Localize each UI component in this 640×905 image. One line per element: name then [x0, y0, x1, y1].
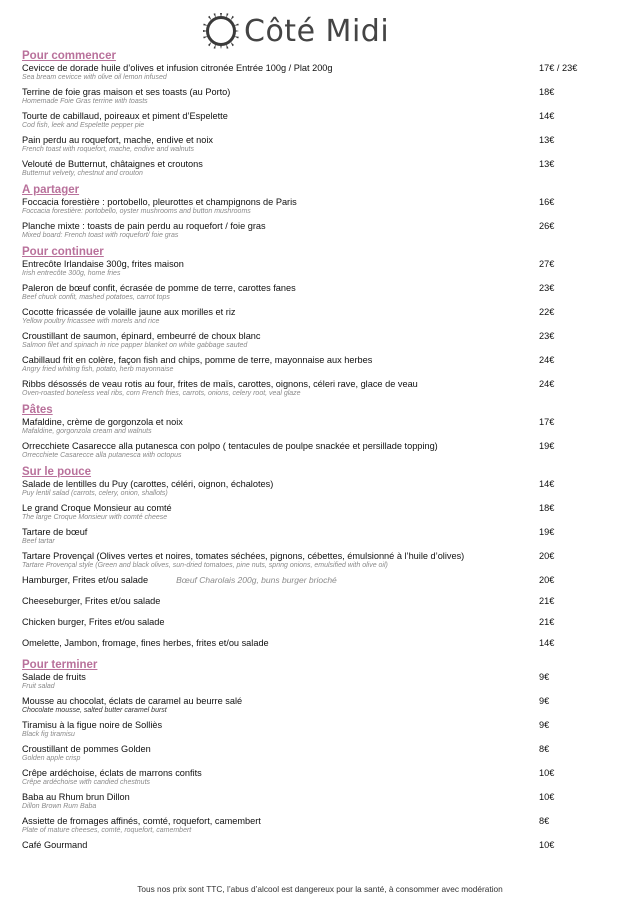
dish-translation: Beef tartar [22, 538, 55, 545]
dish-name: Crêpe ardéchoise, éclats de marrons confits [22, 768, 202, 778]
section-title: Pour continuer [22, 246, 104, 258]
dish-price: 20€ [539, 575, 555, 585]
dish-translation: Dillon Brown Rum Baba [22, 803, 97, 810]
section-title: Sur le pouce [22, 466, 92, 478]
menu-item [22, 816, 602, 835]
menu-item [22, 503, 602, 522]
dish-translation: The large Croque Monsieur with comté cheese [22, 514, 168, 521]
section-title: Pour terminer [22, 659, 98, 671]
dish-name: Cheeseburger, Frites et/ou salade [22, 596, 161, 606]
dish-name: Planche mixte : toasts de pain perdu au roquefort / foie gras [22, 221, 266, 231]
dish-translation: Sea bream cevicce with olive oil lemon infused [22, 74, 167, 81]
dish-name: Tiramisu à la figue noire de Solliès [22, 720, 163, 730]
dish-name: Croustillant de saumon, épinard, embeurré de choux blanc [22, 331, 261, 341]
menu-item [22, 672, 602, 691]
dish-name: Mousse au chocolat, éclats de caramel au beurre salé [22, 696, 243, 706]
dish-translation: Plate of mature cheeses, comté, roquefort, camembert [22, 827, 192, 834]
dish-name: Croustillant de pommes Golden [22, 744, 151, 754]
dish-name: Baba au Rhum brun Dillon [22, 792, 130, 802]
section-title: Pour commencer [22, 50, 116, 62]
dish-translation: Puy lentil salad (carrots, celery, onion, shallots) [22, 490, 168, 497]
menu-section [22, 659, 602, 851]
dish-name: Tartare Provençal (Olives vertes et noires, tomates séchées, pignons, cébettes, émulsionné à l’huile d’olives) [22, 551, 465, 561]
dish-translation: Beef chuck confit, mashed potatoes, carrot tops [22, 294, 170, 301]
dish-price: 16€ [539, 197, 555, 207]
dish-name: Café Gourmand [22, 840, 88, 850]
dish-translation: Salmon filet and spinach in rice papper blanket on white gabbage sauted [22, 342, 248, 349]
menu-item [22, 63, 602, 82]
dish-name: Chicken burger, Frites et/ou salade [22, 617, 165, 627]
menu-item [22, 792, 602, 811]
menu-item [22, 331, 602, 350]
dish-translation: Tartare Provençal style (Green and black olives, sun-dried tomatoes, pine nuts, spring onions, emulsified with olive oil) [22, 562, 388, 569]
dish-name: Cocotte fricassée de volaille jaune aux morilles et riz [22, 307, 236, 317]
dish-name: Foccacia forestière : portobello, pleurottes et champignons de Paris [22, 197, 297, 207]
menu-item [22, 840, 602, 851]
dish-price: 8€ [539, 744, 550, 754]
dish-price: 10€ [539, 792, 555, 802]
menu-section [22, 466, 602, 649]
dish-price: 18€ [539, 87, 555, 97]
dish-name: Cabillaud frit en colère, façon fish and chips, pomme de terre, mayonnaise aux herbes [22, 355, 373, 365]
dish-translation: Golden apple crisp [22, 755, 81, 762]
dish-name: Orrecchiete Casarecce alla putanesca con polpo ( tentacules de poulpe snackée et persillade topping) [22, 441, 438, 451]
section-title: A partager [22, 184, 80, 196]
menu-item [22, 159, 602, 178]
menu-item [22, 283, 602, 302]
dish-price: 10€ [539, 840, 555, 850]
menu-item [22, 355, 602, 374]
menu-item [22, 111, 602, 130]
menu-item [22, 617, 602, 628]
menu-item [22, 307, 602, 326]
dish-name: Velouté de Butternut, châtaignes et croutons [22, 159, 203, 169]
menu-item [22, 417, 602, 436]
menu-item [22, 768, 602, 787]
dish-translation: Irish entrecôte 300g, home fries [22, 270, 121, 277]
dish-name: Le grand Croque Monsieur au comté [22, 503, 172, 513]
dish-price: 23€ [539, 331, 555, 341]
dish-price: 24€ [539, 355, 555, 365]
dish-price: 24€ [539, 379, 555, 389]
dish-name: Cevicce de dorade huile d’olives et infusion citronée Entrée 100g / Plat 200g [22, 63, 333, 73]
dish-translation: Angry fried whiting fish, potato, herb mayonnaise [22, 366, 174, 373]
dish-name: Terrine de foie gras maison et ses toasts (au Porto) [22, 87, 231, 97]
dish-name: Hamburger, Frites et/ou salade [22, 575, 149, 585]
menu-item [22, 379, 602, 398]
dish-price: 23€ [539, 283, 555, 293]
dish-price: 9€ [539, 720, 550, 730]
dish-translation: Chocolate mousse, salted butter caramel burst [22, 707, 167, 714]
dish-price: 20€ [539, 551, 555, 561]
dish-price: 27€ [539, 259, 555, 269]
dish-translation: Orrecchiete Casarecce alla putanesca with octopus [22, 452, 182, 459]
dish-price: 9€ [539, 696, 550, 706]
dish-translation: Cod fish, leek and Espelette pepper pie [22, 122, 145, 129]
dish-price: 9€ [539, 672, 550, 682]
dish-price: 17€ [539, 417, 555, 427]
menu-item [22, 638, 602, 649]
dish-translation: Black fig tiramisu [22, 731, 75, 738]
dish-name: Paleron de bœuf confit, écrasée de pomme de terre, carottes fanes [22, 283, 296, 293]
menu-item [22, 744, 602, 763]
menu-item [22, 527, 602, 546]
dish-price: 8€ [539, 816, 550, 826]
dish-price: 26€ [539, 221, 555, 231]
dish-price: 22€ [539, 307, 555, 317]
dish-price: 19€ [539, 527, 555, 537]
dish-name: Tourte de cabillaud, poireaux et piment d’Espelette [22, 111, 228, 121]
menu-section [22, 246, 602, 398]
dish-price: 17€ / 23€ [539, 63, 578, 73]
dish-translation: Foccacia forestière: portobello, oyster mushrooms and button mushrooms [22, 208, 251, 215]
dish-translation: Mixed board: French toast with roquefort/ foie gras [22, 232, 179, 239]
dish-name: Pain perdu au roquefort, mache, endive et noix [22, 135, 214, 145]
menu-item [22, 596, 602, 607]
menu-item [22, 197, 602, 216]
menu-item [22, 135, 602, 154]
dish-price: 19€ [539, 441, 555, 451]
menu-item [22, 551, 602, 570]
menu-item [22, 259, 602, 278]
dish-name: Entrecôte Irlandaise 300g, frites maison [22, 259, 184, 269]
menu-section [22, 184, 602, 240]
dish-translation: Butternut velvety, chestnut and crouton [22, 170, 143, 177]
dish-name: Salade de fruits [22, 672, 86, 682]
dish-price: 21€ [539, 596, 555, 606]
menu-section [22, 50, 602, 178]
dish-name: Mafaldine, crème de gorgonzola et noix [22, 417, 183, 427]
footer-disclaimer: Tous nos prix sont TTC, l’abus d’alcool est dangereux pour la santé, à consommer avec modération [137, 884, 503, 894]
dish-translation: Fruit salad [22, 683, 55, 690]
dish-translation: Oven-roasted boneless veal ribs, corn French fries, carrots, onions, celery root, veal glaze [22, 390, 301, 397]
dish-price: 14€ [539, 638, 555, 648]
dish-price: 14€ [539, 479, 555, 489]
menu-item [22, 696, 602, 715]
dish-price: 21€ [539, 617, 555, 627]
dish-name: Ribbs désossés de veau rotis au four, frites de maïs, carottes, oignons, céleri rave, glace de veau [22, 379, 418, 389]
dish-price: 18€ [539, 503, 555, 513]
menu-item [22, 575, 602, 586]
dish-price: 13€ [539, 135, 555, 145]
menu-section [22, 404, 602, 460]
menu-item [22, 479, 602, 498]
dish-translation: French toast with roquefort, mache, endive and walnuts [22, 146, 194, 153]
dish-price: 10€ [539, 768, 555, 778]
dish-price: 13€ [539, 159, 555, 169]
menu-item [22, 441, 602, 460]
restaurant-name: Côté Midi [244, 14, 390, 49]
dish-translation: Homemade Foie Gras terrine with toasts [22, 98, 148, 105]
dish-name: Assiette de fromages affinés, comté, roquefort, camembert [22, 816, 261, 826]
menu-body [22, 44, 602, 861]
menu-item [22, 720, 602, 739]
menu-item [22, 87, 602, 106]
dish-name: Omelette, Jambon, fromage, fines herbes, frites et/ou salade [22, 638, 269, 648]
dish-name: Salade de lentilles du Puy (carottes, céléri, oignon, échalotes) [22, 479, 274, 489]
dish-price: 14€ [539, 111, 555, 121]
dish-translation: Crêpe ardéchoise with candied chestnuts [22, 779, 151, 786]
menu-item [22, 221, 602, 240]
dish-translation: Yellow poultry fricassee with morels and rice [22, 318, 160, 325]
dish-description: Bœuf Charolais 200g, buns burger brioché [176, 575, 337, 585]
dish-name: Tartare de bœuf [22, 527, 88, 537]
section-title: Pâtes [22, 404, 53, 416]
dish-translation: Mafaldine, gorgonzola cream and walnuts [22, 428, 152, 435]
